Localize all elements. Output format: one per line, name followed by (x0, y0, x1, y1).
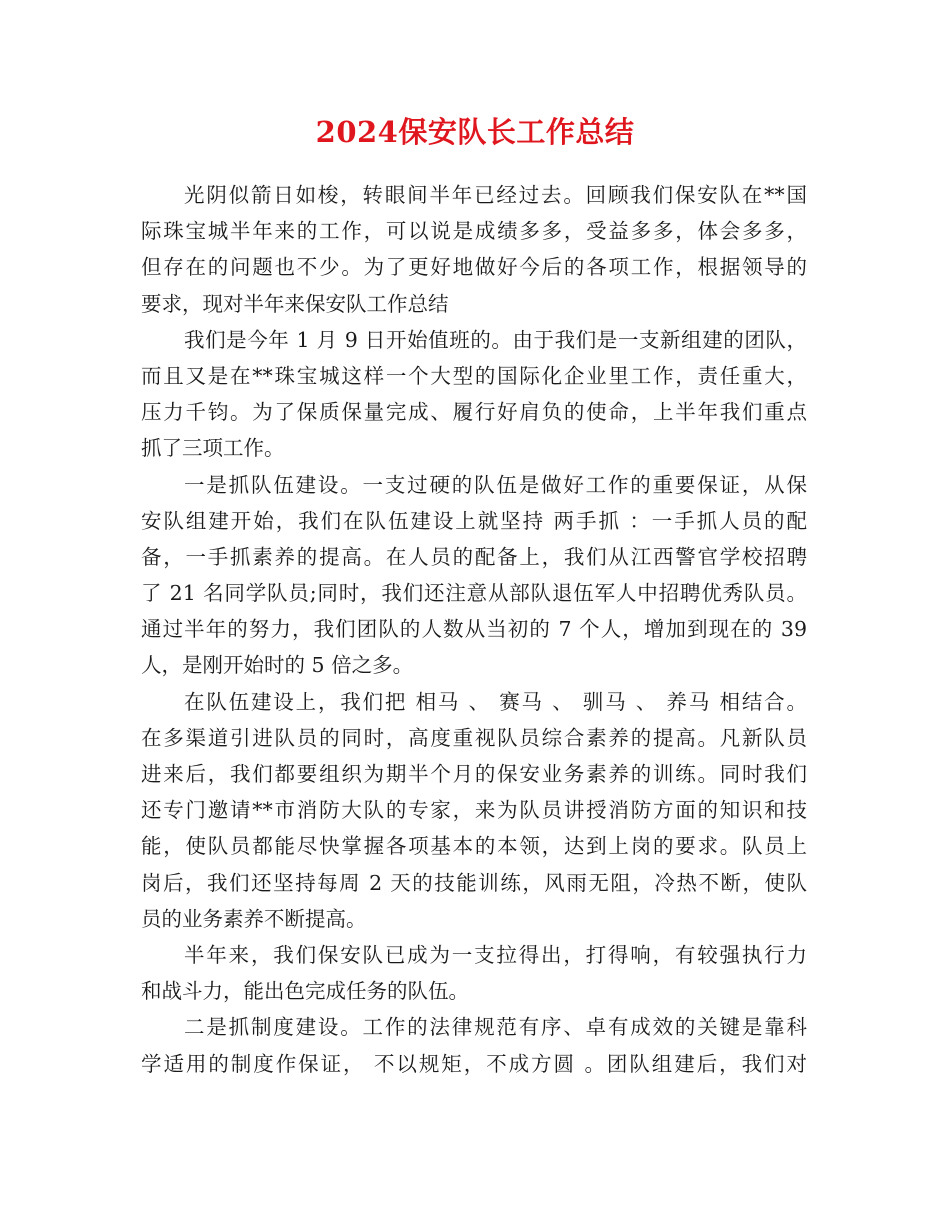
paragraph-line: 半年来，我们保安队已成为一支拉得出，打得响，有较强执行力 (184, 942, 807, 967)
paragraph-line: 了 21 名同学队员;同时，我们还注意从部队退伍军人中招聘优秀队员。 (141, 581, 807, 606)
paragraph-line: 二是抓制度建设。工作的法律规范有序、卓有成效的关键是靠科 (184, 1015, 807, 1040)
paragraph-line: 通过半年的努力，我们团队的人数从当初的 7 个人，增加到现在的 39 (141, 617, 807, 642)
paragraph-line: 际珠宝城半年来的工作，可以说是成绩多多，受益多多，体会多多， (141, 219, 807, 244)
paragraph-line: 员的业务素养不断提高。 (141, 906, 367, 931)
paragraph-line: 进来后，我们都要组织为期半个月的保安业务素养的训练。同时我们 (141, 762, 807, 786)
paragraph-line: 人，是刚开始时的 5 倍之多。 (141, 653, 414, 678)
paragraph-line: 但存在的问题也不少。为了更好地做好今后的各项工作，根据领导的 (141, 255, 807, 280)
paragraph-line: 光阴似箭日如梭，转眼间半年已经过去。回顾我们保安队在**国 (184, 183, 807, 207)
paragraph-line: 和战斗力，能出色完成任务的队伍。 (141, 979, 469, 1004)
document-title: 2024保安队长工作总结 (315, 115, 635, 149)
paragraph-line: 在队伍建设上，我们把 相马 、 赛马 、 驯马 、 养马 相结合。 (184, 689, 807, 714)
paragraph-line: 岗后，我们还坚持每周 2 天的技能训练，风雨无阻，冷热不断，使队 (141, 870, 807, 895)
paragraph-line: 压力千钧。为了保质保量完成、履行好肩负的使命，上半年我们重点 (141, 400, 807, 425)
paragraph-line: 我们是今年 1 月 9 日开始值班的。由于我们是一支新组建的团队， (184, 327, 807, 352)
document-body (141, 177, 807, 1082)
paragraph-line: 安队组建开始，我们在队伍建设上就坚持 两手抓 ：一手抓人员的配 (141, 508, 807, 533)
paragraph-line: 还专门邀请**市消防大队的专家，来为队员讲授消防方面的知识和技 (141, 798, 807, 823)
paragraph-line: 抓了三项工作。 (141, 436, 285, 461)
paragraph-line: 要求，现对半年来保安队工作总结 (141, 291, 449, 316)
paragraph-line: 一是抓队伍建设。一支过硬的队伍是做好工作的重要保证，从保 (184, 472, 807, 497)
paragraph-line: 而且又是在**珠宝城这样一个大型的国际化企业里工作，责任重大， (141, 363, 807, 388)
paragraph-line: 备，一手抓素养的提高。在人员的配备上，我们从江西警官学校招聘 (141, 544, 807, 569)
paragraph-line: 能，使队员都能尽快掌握各项基本的本领，达到上岗的要求。队员上 (141, 834, 807, 859)
paragraph-line: 在多渠道引进队员的同时，高度重视队员综合素养的提高。凡新队员 (141, 725, 807, 750)
paragraph-line: 学适用的制度作保证， 不以规矩，不成方圆 。团队组建后，我们对 (141, 1051, 807, 1076)
